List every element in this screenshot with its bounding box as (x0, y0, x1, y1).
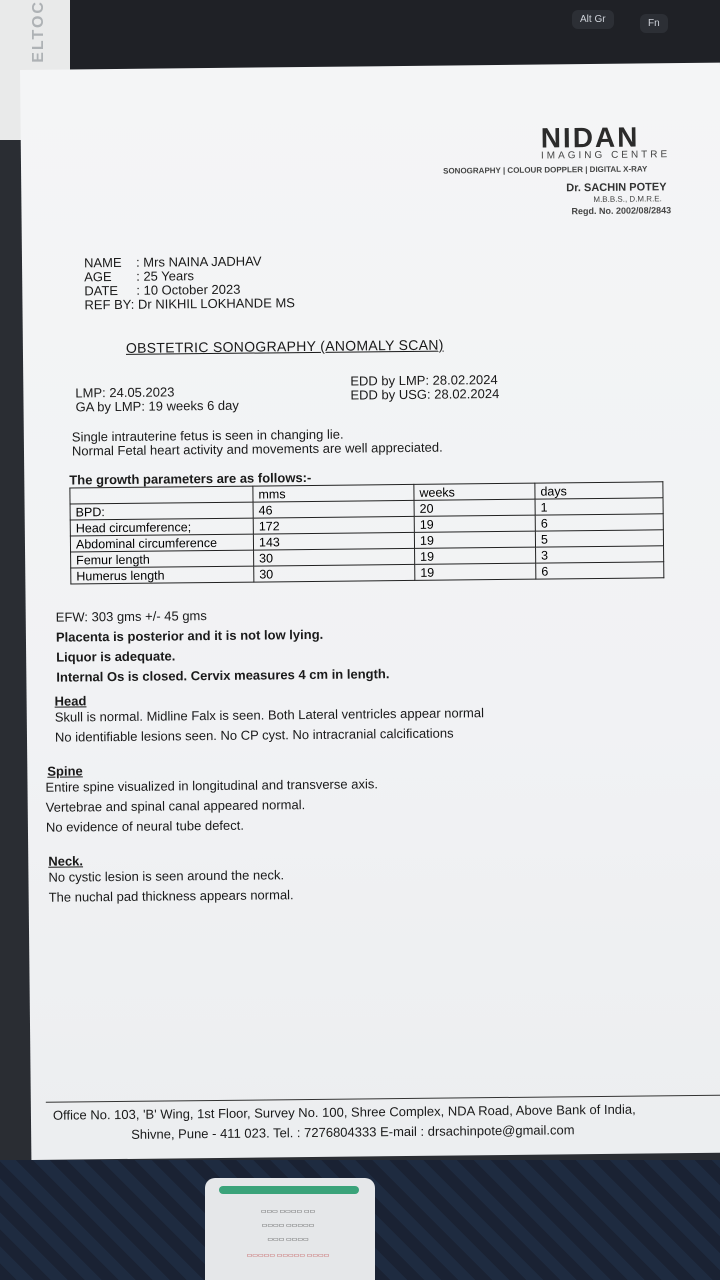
spine-line: No evidence of neural tube defect. (45, 817, 245, 835)
report-title: OBSTETRIC SONOGRAPHY (ANOMALY SCAN) (125, 336, 444, 356)
altgr-key: Alt Gr (572, 10, 614, 29)
neck-line: No cystic lesion is seen around the neck. (48, 867, 285, 885)
doctor-degree: M.B.B.S., D.M.R.E. (593, 194, 662, 205)
patient-age: 25 Years (143, 268, 195, 284)
edd-by-lmp: EDD by LMP: 28.02.2024 (350, 372, 498, 389)
clinic-subtitle: IMAGING CENTRE (540, 149, 671, 162)
footer-contact: Shivne, Pune - 411 023. Tel. : 7276804333 E-mail : drsachinpote@gmail.com (131, 1122, 575, 1142)
referred-by-row: REF BY: Dr NIKHIL LOKHANDE MS (84, 295, 296, 313)
table-row: Abdominal circumference 143 19 5 (70, 530, 663, 552)
growth-table (69, 481, 664, 584)
ga-by-lmp: GA by LMP: 19 weeks 6 day (75, 397, 239, 415)
report-paper (20, 63, 720, 1160)
internal-os: Internal Os is closed. Cervix measures 4 cm in length. (56, 666, 390, 685)
report-date-row: DATE : 10 October 2023 (84, 281, 241, 299)
head-heading: Head (54, 693, 87, 709)
footer-address: Office No. 103, 'B' Wing, 1st Floor, Survey No. 100, Shree Complex, NDA Road, Above Bank of India, (52, 1101, 636, 1123)
table-row: Head circumference; 172 19 6 (70, 514, 663, 536)
neck-line: The nuchal pad thickness appears normal. (48, 887, 294, 905)
spine-line: Vertebrae and spinal canal appeared normal. (45, 797, 306, 815)
table-header-row: mms weeks days (70, 482, 663, 504)
referred-by: Dr NIKHIL LOKHANDE MS (137, 295, 296, 312)
table-row: Femur length 30 19 3 (71, 546, 664, 568)
liquor: Liquor is adequate. (56, 648, 176, 665)
side-label: ELTOC (30, 0, 47, 63)
efw: EFW: 303 gms +/- 45 gms (55, 608, 207, 625)
growth-title: The growth parameters are as follows:- (69, 469, 312, 488)
lmp: LMP: 24.05.2023 (75, 384, 175, 401)
patient-age-row: AGE : 25 Years (84, 268, 195, 285)
fn-key: Fn (640, 14, 668, 33)
intro-line: Normal Fetal heart activity and movements are well appreciated. (71, 439, 443, 459)
clinic-services: SONOGRAPHY | COLOUR DOPPLER | DIGITAL X-RAY (443, 164, 648, 176)
medicine-packet: ▭▭▭ ▭▭▭▭ ▭▭ ▭▭▭▭ ▭▭▭▭▭ ▭▭▭ ▭▭▭▭ ▭▭▭▭▭ ▭▭▭▭▭ ▭▭▭▭ (205, 1178, 375, 1280)
table-row: BPD: 46 20 1 (70, 498, 663, 520)
patient-name: Mrs NAINA JADHAV (143, 253, 262, 270)
edd-by-usg: EDD by USG: 28.02.2024 (350, 385, 500, 403)
head-line: Skull is normal. Midline Falx is seen. Both Lateral ventricles appear normal (54, 705, 485, 725)
registration-number: Regd. No. 2002/08/2843 (571, 205, 672, 217)
spine-line: Entire spine visualized in longitudinal and transverse axis. (45, 776, 378, 795)
doctor-name: Dr. SACHIN POTEY (566, 181, 667, 195)
head-line: No identifiable lesions seen. No CP cyst. No intracranial calcifications (54, 725, 454, 745)
report-date: 10 October 2023 (143, 281, 241, 298)
intro-line: Single intrauterine fetus is seen in changing lie. (71, 426, 344, 445)
spine-heading: Spine (47, 763, 83, 779)
patient-name-row: NAME : Mrs NAINA JADHAV (83, 253, 262, 271)
table-row: Humerus length 30 19 6 (71, 562, 664, 584)
placenta: Placenta is posterior and it is not low lying. (55, 626, 324, 645)
clinic-logo: NIDAN (540, 121, 640, 154)
neck-heading: Neck. (48, 853, 84, 869)
